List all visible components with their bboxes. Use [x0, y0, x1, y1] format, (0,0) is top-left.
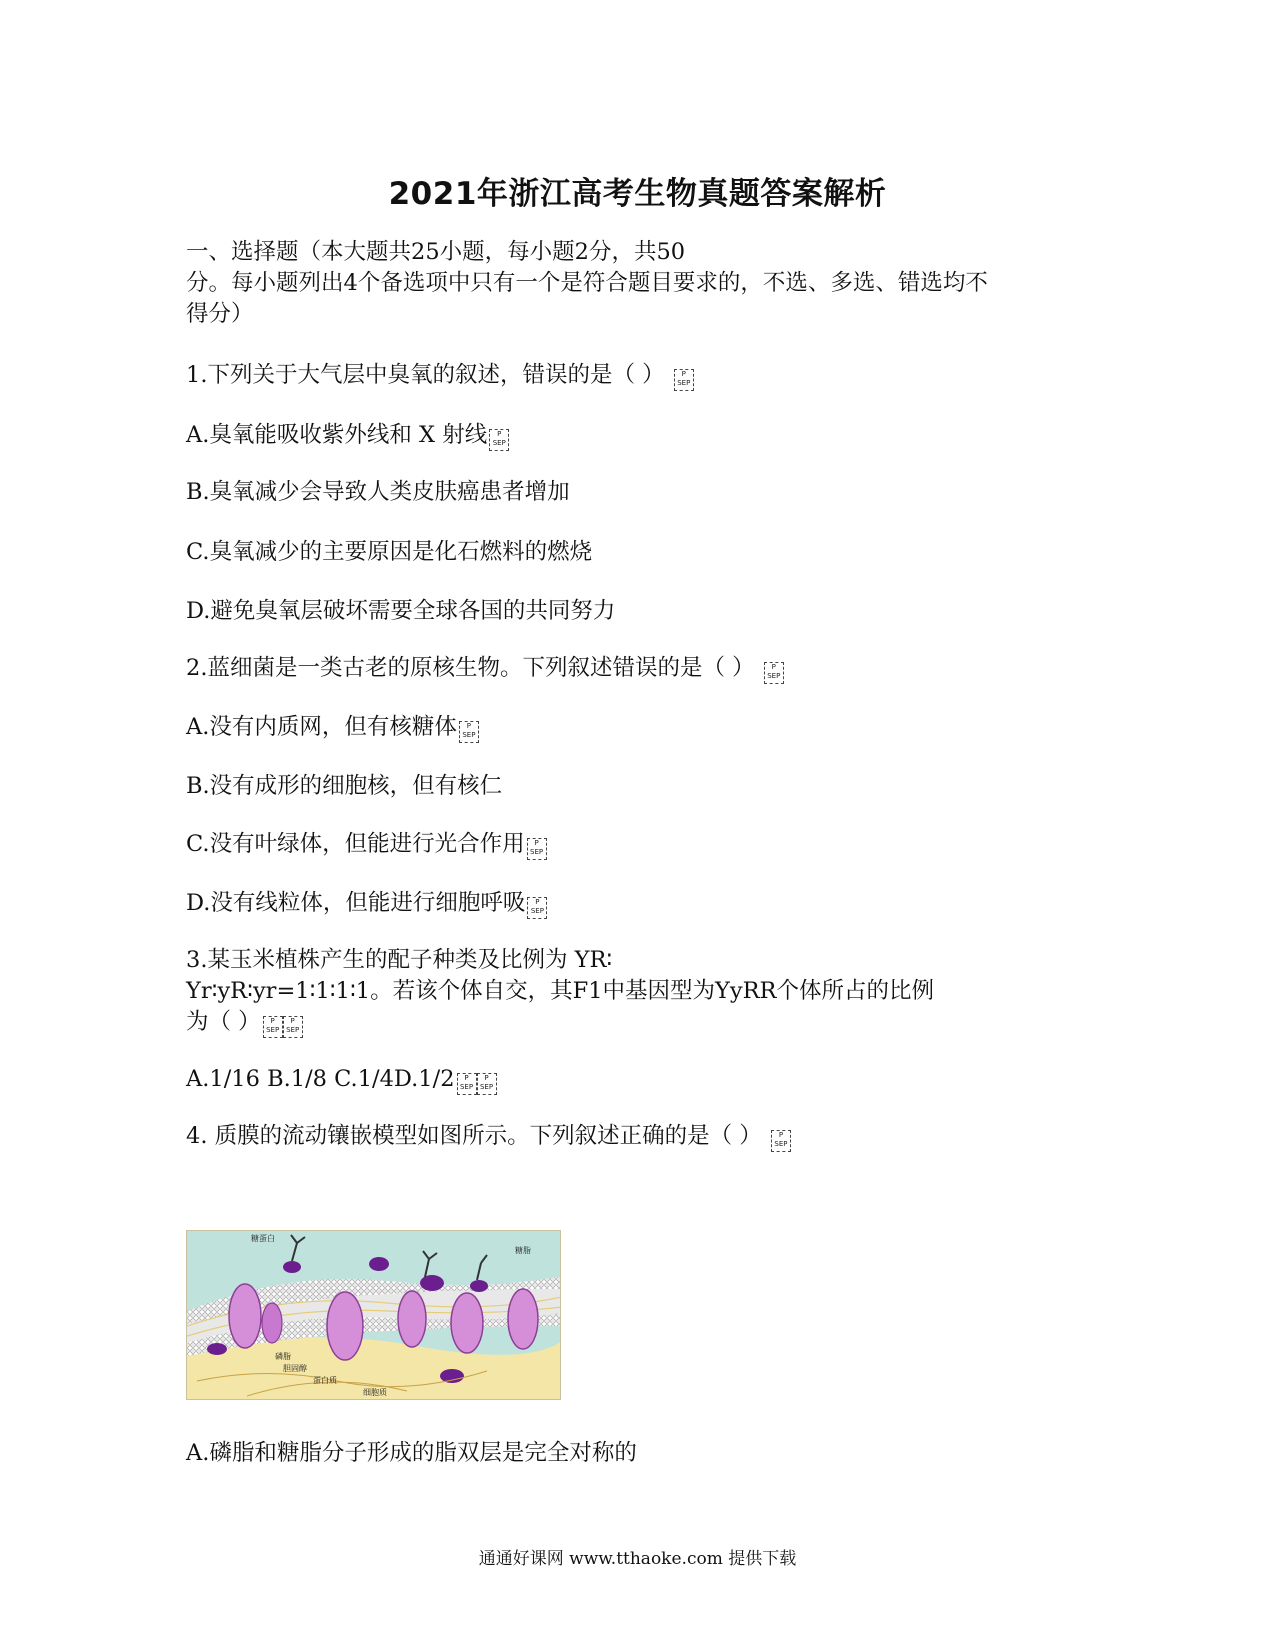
sep-marker-icon: P SEP [263, 1016, 283, 1038]
question-1-option-b: B.臭氧减少会导致人类皮肤癌患者增加 [186, 479, 570, 505]
sep-marker-icon: P SEP [457, 1073, 477, 1095]
question-2-option-a: A.没有内质网，但有核糖体 P SEP [186, 712, 479, 743]
sep-marker-icon: P SEP [764, 662, 784, 684]
question-3-stem-line-1: 3.某玉米植株产生的配子种类及比例为 YR∶ [186, 947, 613, 973]
question-2-option-d: D.没有线粒体，但能进行细胞呼吸 P SEP [186, 888, 547, 919]
section-header-line-1: 一、选择题（本大题共25小题，每小题2分，共50 [186, 239, 686, 265]
sep-marker-icon: P SEP [527, 838, 547, 860]
question-2-stem: 2.蓝细菌是一类古老的原核生物。下列叙述错误的是（ ） P SEP [186, 653, 784, 684]
sep-marker-icon: P SEP [489, 429, 509, 451]
question-2-option-b: B.没有成形的细胞核，但有核仁 [186, 773, 503, 799]
question-1-option-c: C.臭氧减少的主要原因是化石燃料的燃烧 [186, 539, 593, 565]
sep-marker-icon: P SEP [674, 369, 694, 391]
question-1-stem: 1.下列关于大气层中臭氧的叙述，错误的是（ ） P SEP [186, 360, 694, 391]
label-cytoplasm: 细胞质 [363, 1388, 387, 1397]
question-2-option-c: C.没有叶绿体，但能进行光合作用 P SEP [186, 829, 547, 860]
section-header-line-2: 分。每小题列出4个备选项中只有一个是符合题目要求的，不选、多选、错选均不 [186, 270, 988, 296]
section-header-line-3: 得分） [186, 301, 254, 327]
label-glycolipid: 糖脂 [515, 1246, 531, 1255]
question-3-options: A.1/16 B.1/8 C.1/4D.1/2 P SEP P SEP [186, 1064, 497, 1095]
question-4-option-a: A.磷脂和糖脂分子形成的脂双层是完全对称的 [186, 1440, 637, 1466]
fluid-mosaic-illustration [187, 1231, 561, 1400]
page-footer: 通通好课网 www.tthaoke.com 提供下载 [478, 1549, 797, 1569]
question-3-stem-line-3: 为（ ） P SEP P SEP [186, 1007, 303, 1038]
sep-marker-icon: P SEP [477, 1073, 497, 1095]
label-protein: 蛋白质 [313, 1376, 337, 1385]
sep-marker-icon: P SEP [527, 897, 547, 919]
membrane-model-figure [186, 1230, 561, 1400]
label-phospholipid: 磷脂 [275, 1352, 291, 1361]
label-cholesterol: 胆固醇 [283, 1364, 307, 1373]
sep-marker-icon: P SEP [283, 1016, 303, 1038]
label-glycoprotein: 糖蛋白 [251, 1234, 275, 1243]
question-1-option-a: A.臭氧能吸收紫外线和 X 射线 P SEP [186, 420, 509, 451]
sep-marker-icon: P SEP [771, 1130, 791, 1152]
question-1-option-d: D.避免臭氧层破坏需要全球各国的共同努力 [186, 598, 616, 624]
sep-marker-icon: P SEP [459, 721, 479, 743]
question-4-stem: 4. 质膜的流动镶嵌模型如图所示。下列叙述正确的是（ ） P SEP [186, 1121, 791, 1152]
page-title: 2021年浙江高考生物真题答案解析 [388, 176, 887, 212]
question-3-stem-line-2: Yr∶yR∶yr=1∶1∶1∶1。若该个体自交，其F1中基因型为YyRR个体所占的比例 [186, 978, 934, 1004]
